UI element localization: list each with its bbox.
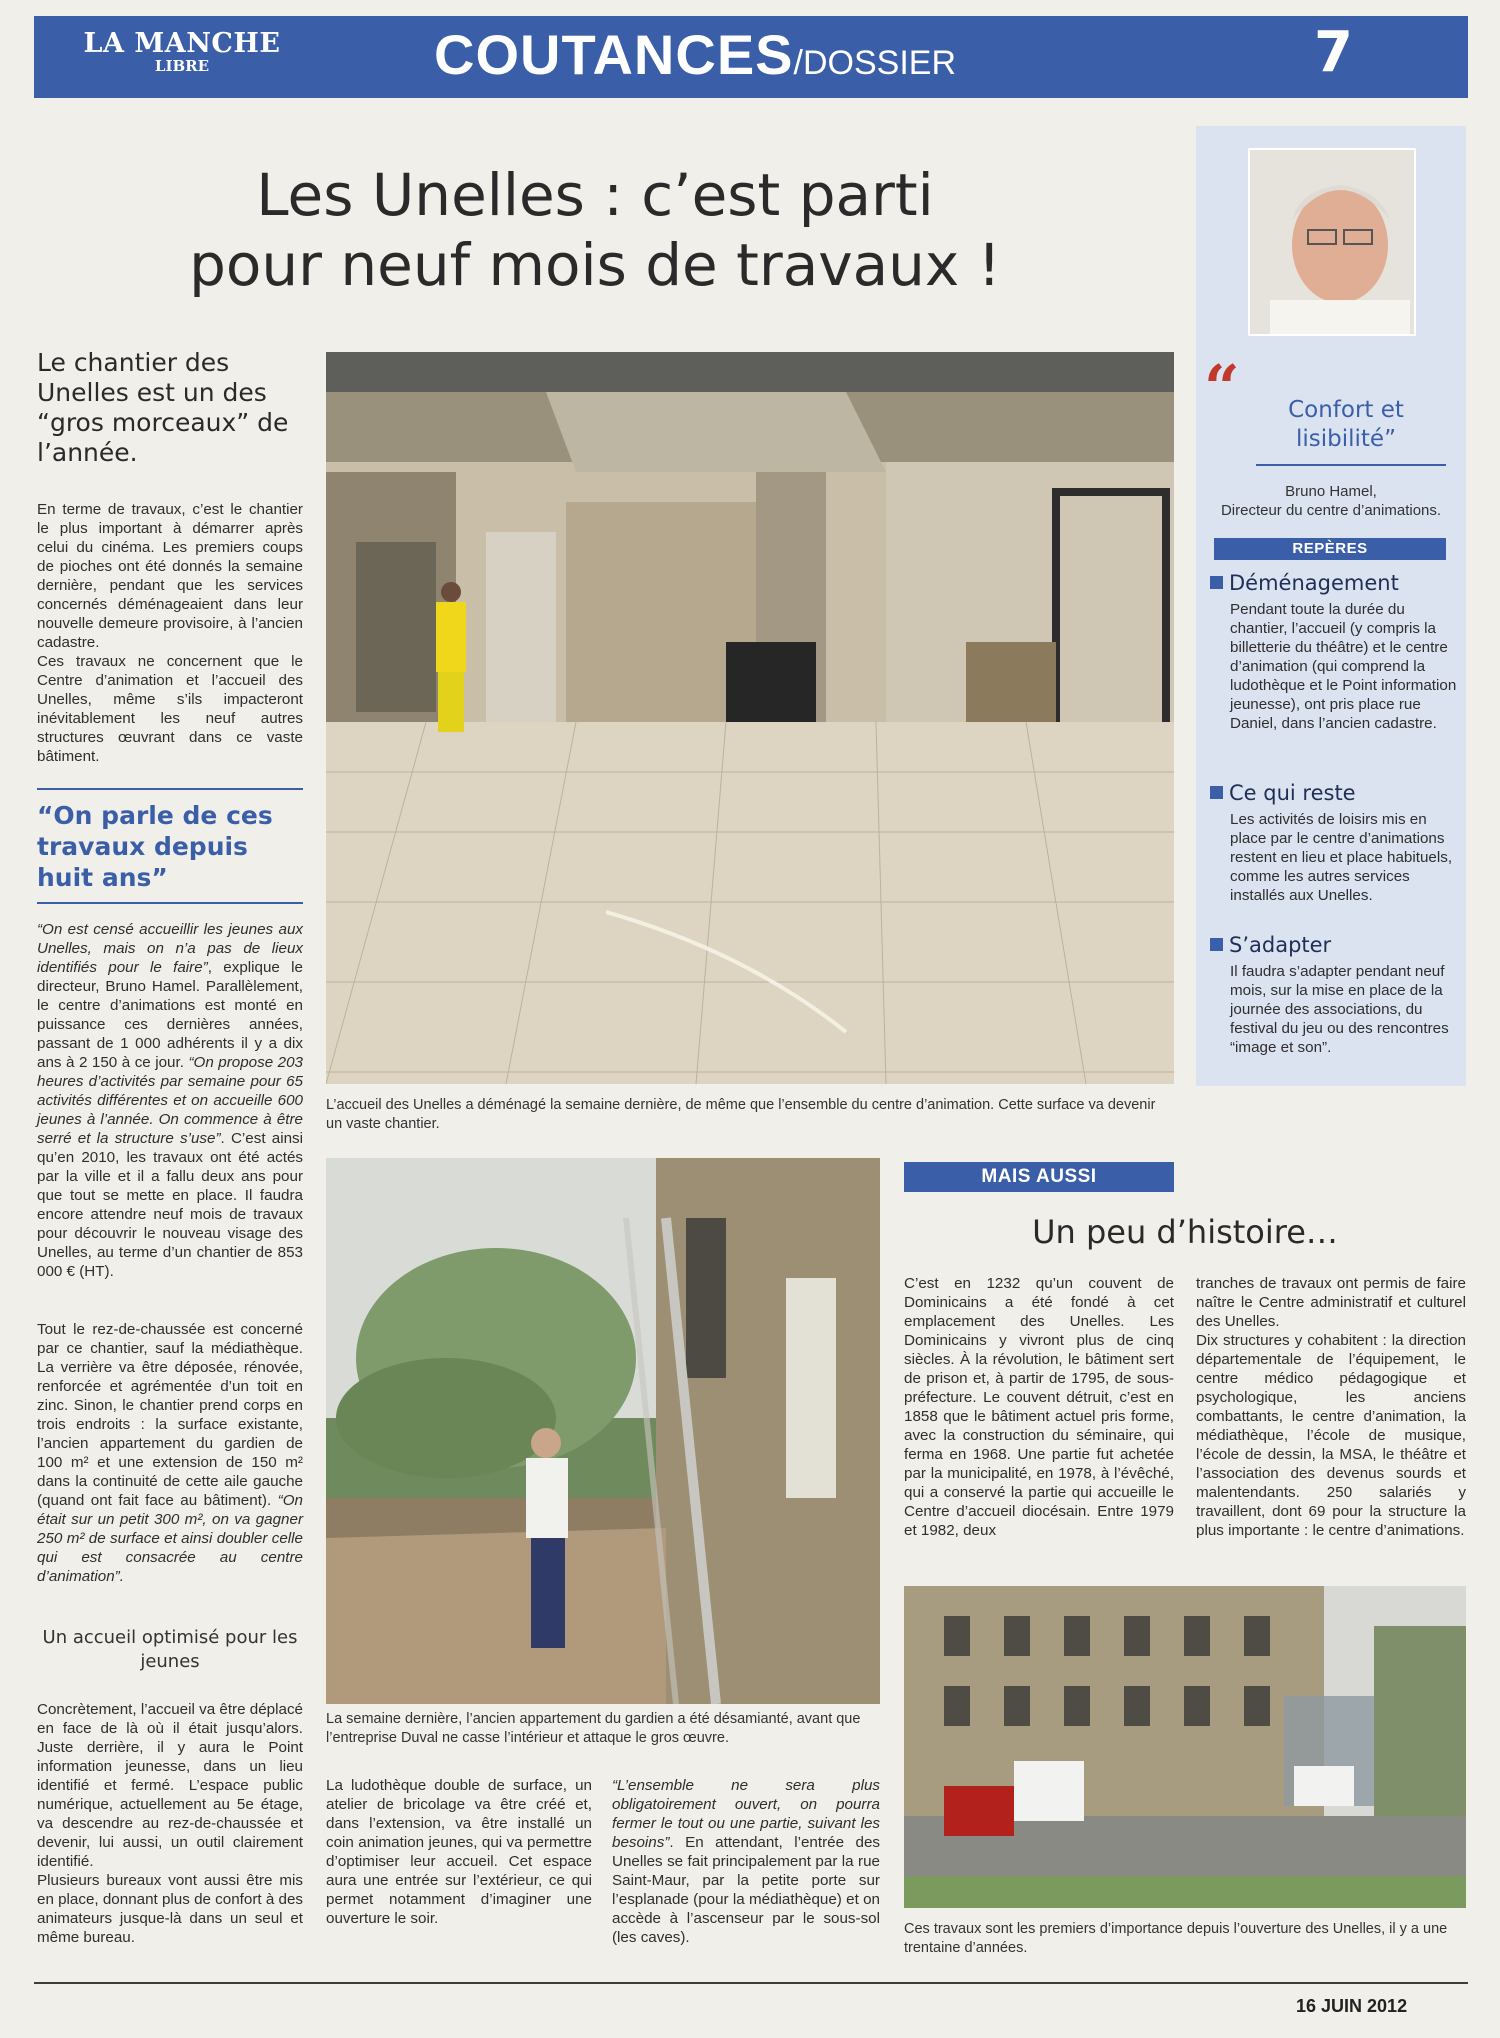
ensemble-text bbox=[612, 1776, 880, 1947]
footer-divider bbox=[34, 1982, 1468, 1984]
repere-text: Il faudra s’adapter pendant neuf mois, sur la mise en place de la journée des associations, du festival du jeu ou des rencontres “image et son”. bbox=[1230, 963, 1449, 1056]
person-name: Bruno Hamel, bbox=[1285, 483, 1377, 500]
quote-mark-icon: “ bbox=[1204, 351, 1240, 424]
lobby-illustration bbox=[326, 352, 1174, 1084]
quote-fragment: . C’est ainsi qu’en 2010, les travaux ont été actés par la ville et il a fallu deux ans pour que tout se mette en place. Il faudra encore attendre neuf mois de travaux pour découvrir le nouveau visage des Unelles, au terme d’un chantier de 853 000 € (HT). bbox=[37, 1130, 304, 1280]
photo-building bbox=[904, 1586, 1466, 1908]
repere-heading bbox=[1210, 780, 1460, 806]
photo-lobby bbox=[326, 352, 1174, 1084]
repere-item bbox=[1210, 570, 1460, 733]
accueil-paragraph: Plusieurs bureaux vont aussi être mis en place, donnant plus de confort à des animateurs jusque-là dans un seul et même bureau. bbox=[37, 1872, 303, 1946]
square-bullet-icon bbox=[1210, 786, 1223, 799]
section-title bbox=[434, 22, 956, 87]
reperes-tag: REPÈRES bbox=[1214, 538, 1446, 560]
history-column-2 bbox=[1196, 1274, 1466, 1540]
repere-text: Pendant toute la durée du chantier, l’accueil (y compris la billetterie du théâtre) et le centre d’animation (qui comprend la ludothèque et le Point information jeunesse), ont pris place rue Daniel, dans l’ancien cadastre. bbox=[1230, 601, 1457, 732]
portrait-photo bbox=[1248, 148, 1416, 336]
quote-body bbox=[37, 920, 303, 1281]
ground-floor-text bbox=[37, 1320, 303, 1586]
quote-attribution bbox=[1196, 482, 1466, 520]
sidebar-quote: Confort et lisibilité” bbox=[1288, 397, 1404, 452]
repere-text: Les activités de loisirs mis en place par le centre d’animations restent en lieu et place habituels, comme les autres services installés aux Unelles. bbox=[1230, 811, 1453, 904]
article-lead: Le chantier des Unelles est un des “gros morceaux” de l’année. bbox=[37, 348, 289, 467]
repere-heading-text: Déménagement bbox=[1229, 571, 1399, 595]
portrait-illustration bbox=[1250, 150, 1416, 336]
sidebar-reperes bbox=[1196, 126, 1466, 1086]
person-role: Directeur du centre d’animations. bbox=[1220, 502, 1442, 519]
history-title: Un peu d’histoire… bbox=[1032, 1213, 1338, 1251]
divider bbox=[37, 902, 303, 904]
history-paragraph: tranches de travaux ont permis de faire naître le Centre administratif et culturel des Unelles. bbox=[1196, 1275, 1466, 1330]
repere-item bbox=[1210, 780, 1460, 905]
divider bbox=[1256, 464, 1446, 466]
text-fragment: “On était sur un petit 300 m², on va gagner 250 m² de surface et ainsi doubler celle qui est consacrée au centre d’animation”. bbox=[37, 1492, 303, 1585]
caption-garden: La semaine dernière, l’ancien appartement du gardien a été désamianté, avant que l’entreprise Duval ne casse l’intérieur et attaque le gros œuvre. bbox=[326, 1711, 861, 1746]
intro-paragraph: En terme de travaux, c’est le chantier le plus important à démarrer après celui du cinéma. Les premiers coups de pioches ont été donnés la semaine dernière, pendant que les services concernés déménageaient dans leur nouvelle demeure provisoire, à l’ancien cadastre. bbox=[37, 501, 303, 651]
garden-illustration bbox=[326, 1158, 880, 1704]
quote-fragment: “On propose 203 heures d’activités par semaine pour 65 activités différentes et on accueille 600 jeunes à l’année. On commence à être serré et la structure s’use” bbox=[37, 1054, 304, 1147]
repere-heading bbox=[1210, 570, 1460, 596]
history-paragraph: Dix structures y cohabitent : la direction départementale de l’équipement, le centre médico pédagogique et psychologique, les anciens combattants, le centre d’animation, la médiathèque, l’école de musique, l’école de dessin, la MSA, le théâtre et l’association des devenus sourds et malentendants. 250 salariés y travaillent, dont 69 pour la structure la plus importante : le centre d’animations. bbox=[1196, 1332, 1466, 1539]
text-fragment: . En attendant, l’entrée des Unelles se fait principalement par la rue Saint-Maur, par la petite porte sur l’esplanade (pour la médiathèque) et on accède à l’ascenseur par le sous-sol (les caves). bbox=[612, 1834, 880, 1946]
headline-line1: Les Unelles : c’est parti bbox=[256, 161, 934, 229]
ludotheque-text: La ludothèque double de surface, un atelier de bricolage va être créé et, dans l’extension, va être installé un coin animation jeunes, qui va permettre d’optimiser leur accueil. Cet espace aura une entrée sur l’extérieur, ce qui permet notamment d’imaginer une ouverture le soir. bbox=[326, 1777, 592, 1927]
history-column-1: C’est en 1232 qu’un couvent de Dominicains a été fondé à cet emplacement des Unelles. Les Dominicains y vivront plus de cinq siècles. À la révolution, le bâtiment sert de prison et, à partir de 1795, de sous-préfecture. Le couvent détruit, c’est en 1858 que le bâtiment actuel pris forme, avec la construction du séminaire, qui ferma en 1968. Une partie fut achetée par la municipalité, en 1978, à l’évêché, qui a conservé la partie qui accueille le Centre d’accueil diocésain. Entre 1979 et 1982, deux bbox=[904, 1275, 1174, 1539]
intro-text bbox=[37, 500, 303, 766]
section-name: COUTANCES bbox=[434, 23, 794, 86]
text-fragment: Tout le rez-de-chaussée est concerné par ce chantier, sauf la médiathèque. La verrière va être déposée, rénovée, renforcée et agrémentée d’un toit en zinc. Sinon, le chantier prend corps en trois endroits : la surface existante, l’ancien appartement du gardien de 100 m² et une extension de 150 m² dans la continuité de cette aile gauche (quand ont fait face au bâtiment). bbox=[37, 1321, 303, 1509]
headline-line2: pour neuf mois de travaux ! bbox=[189, 231, 1001, 299]
newspaper-logo bbox=[72, 24, 292, 88]
publication-date: 16 JUIN 2012 bbox=[1296, 1996, 1408, 2016]
repere-item bbox=[1210, 932, 1460, 1057]
brand-line2: LIBRE bbox=[154, 57, 210, 75]
page-number: 7 bbox=[1314, 20, 1353, 85]
caption-lobby: L’accueil des Unelles a déménagé la semaine dernière, de même que l’ensemble du centre d’animation. Cette surface va devenir un vaste chantier. bbox=[326, 1097, 1156, 1132]
repere-heading-text: S’adapter bbox=[1229, 933, 1332, 957]
accueil-text bbox=[37, 1700, 303, 1947]
brand-line1: LA MANCHE bbox=[83, 28, 281, 59]
quote-heading: “On parle de ces travaux depuis huit ans” bbox=[37, 801, 273, 892]
intro-paragraph: Ces travaux ne concernent que le Centre d’animation et l’accueil des Unelles, même s’ils impacteront inévitablement les neuf autres structures œuvrant dans ce vaste bâtiment. bbox=[37, 653, 303, 765]
text-fragment: “L’ensemble ne sera plus obligatoirement ouvert, on pourra fermer le tout ou une partie, suivant les besoins” bbox=[612, 1777, 880, 1851]
subheading-accueil: Un accueil optimisé pour les jeunes bbox=[42, 1627, 298, 1672]
divider bbox=[37, 788, 303, 790]
accueil-paragraph: Concrètement, l’accueil va être déplacé en face de là où il était jusqu’alors. Juste derrière, il y aura le Point information jeunesse, dans un lieu identifié et fermé. L’espace public numérique, actuellement au 5e étage, va descendre au rez-de-chaussée et devenir, lui aussi, un outil clairement identifié. bbox=[37, 1701, 303, 1870]
headline bbox=[130, 160, 1060, 300]
square-bullet-icon bbox=[1210, 576, 1223, 589]
square-bullet-icon bbox=[1210, 938, 1223, 951]
repere-heading bbox=[1210, 932, 1460, 958]
section-subtitle: /DOSSIER bbox=[793, 44, 957, 82]
photo-garden bbox=[326, 1158, 880, 1704]
quote-fragment: “On est censé accueillir les jeunes aux Unelles, mais on n’a pas de lieux identifiés pour le faire” bbox=[37, 921, 303, 976]
repere-heading-text: Ce qui reste bbox=[1229, 781, 1356, 805]
quote-fragment: , explique le directeur, Bruno Hamel. Parallèlement, le centre d’animations est monté en puissance ces dernières années, passant de 1 000 adhérents il y a dix ans à 2 150 à ce jour. bbox=[37, 959, 303, 1071]
building-illustration bbox=[904, 1586, 1466, 1908]
caption-building: Ces travaux sont les premiers d’importance depuis l’ouverture des Unelles, il y a une trentaine d’années. bbox=[904, 1921, 1448, 1956]
mais-aussi-tag: MAIS AUSSI bbox=[904, 1162, 1174, 1192]
page-header bbox=[34, 16, 1468, 98]
